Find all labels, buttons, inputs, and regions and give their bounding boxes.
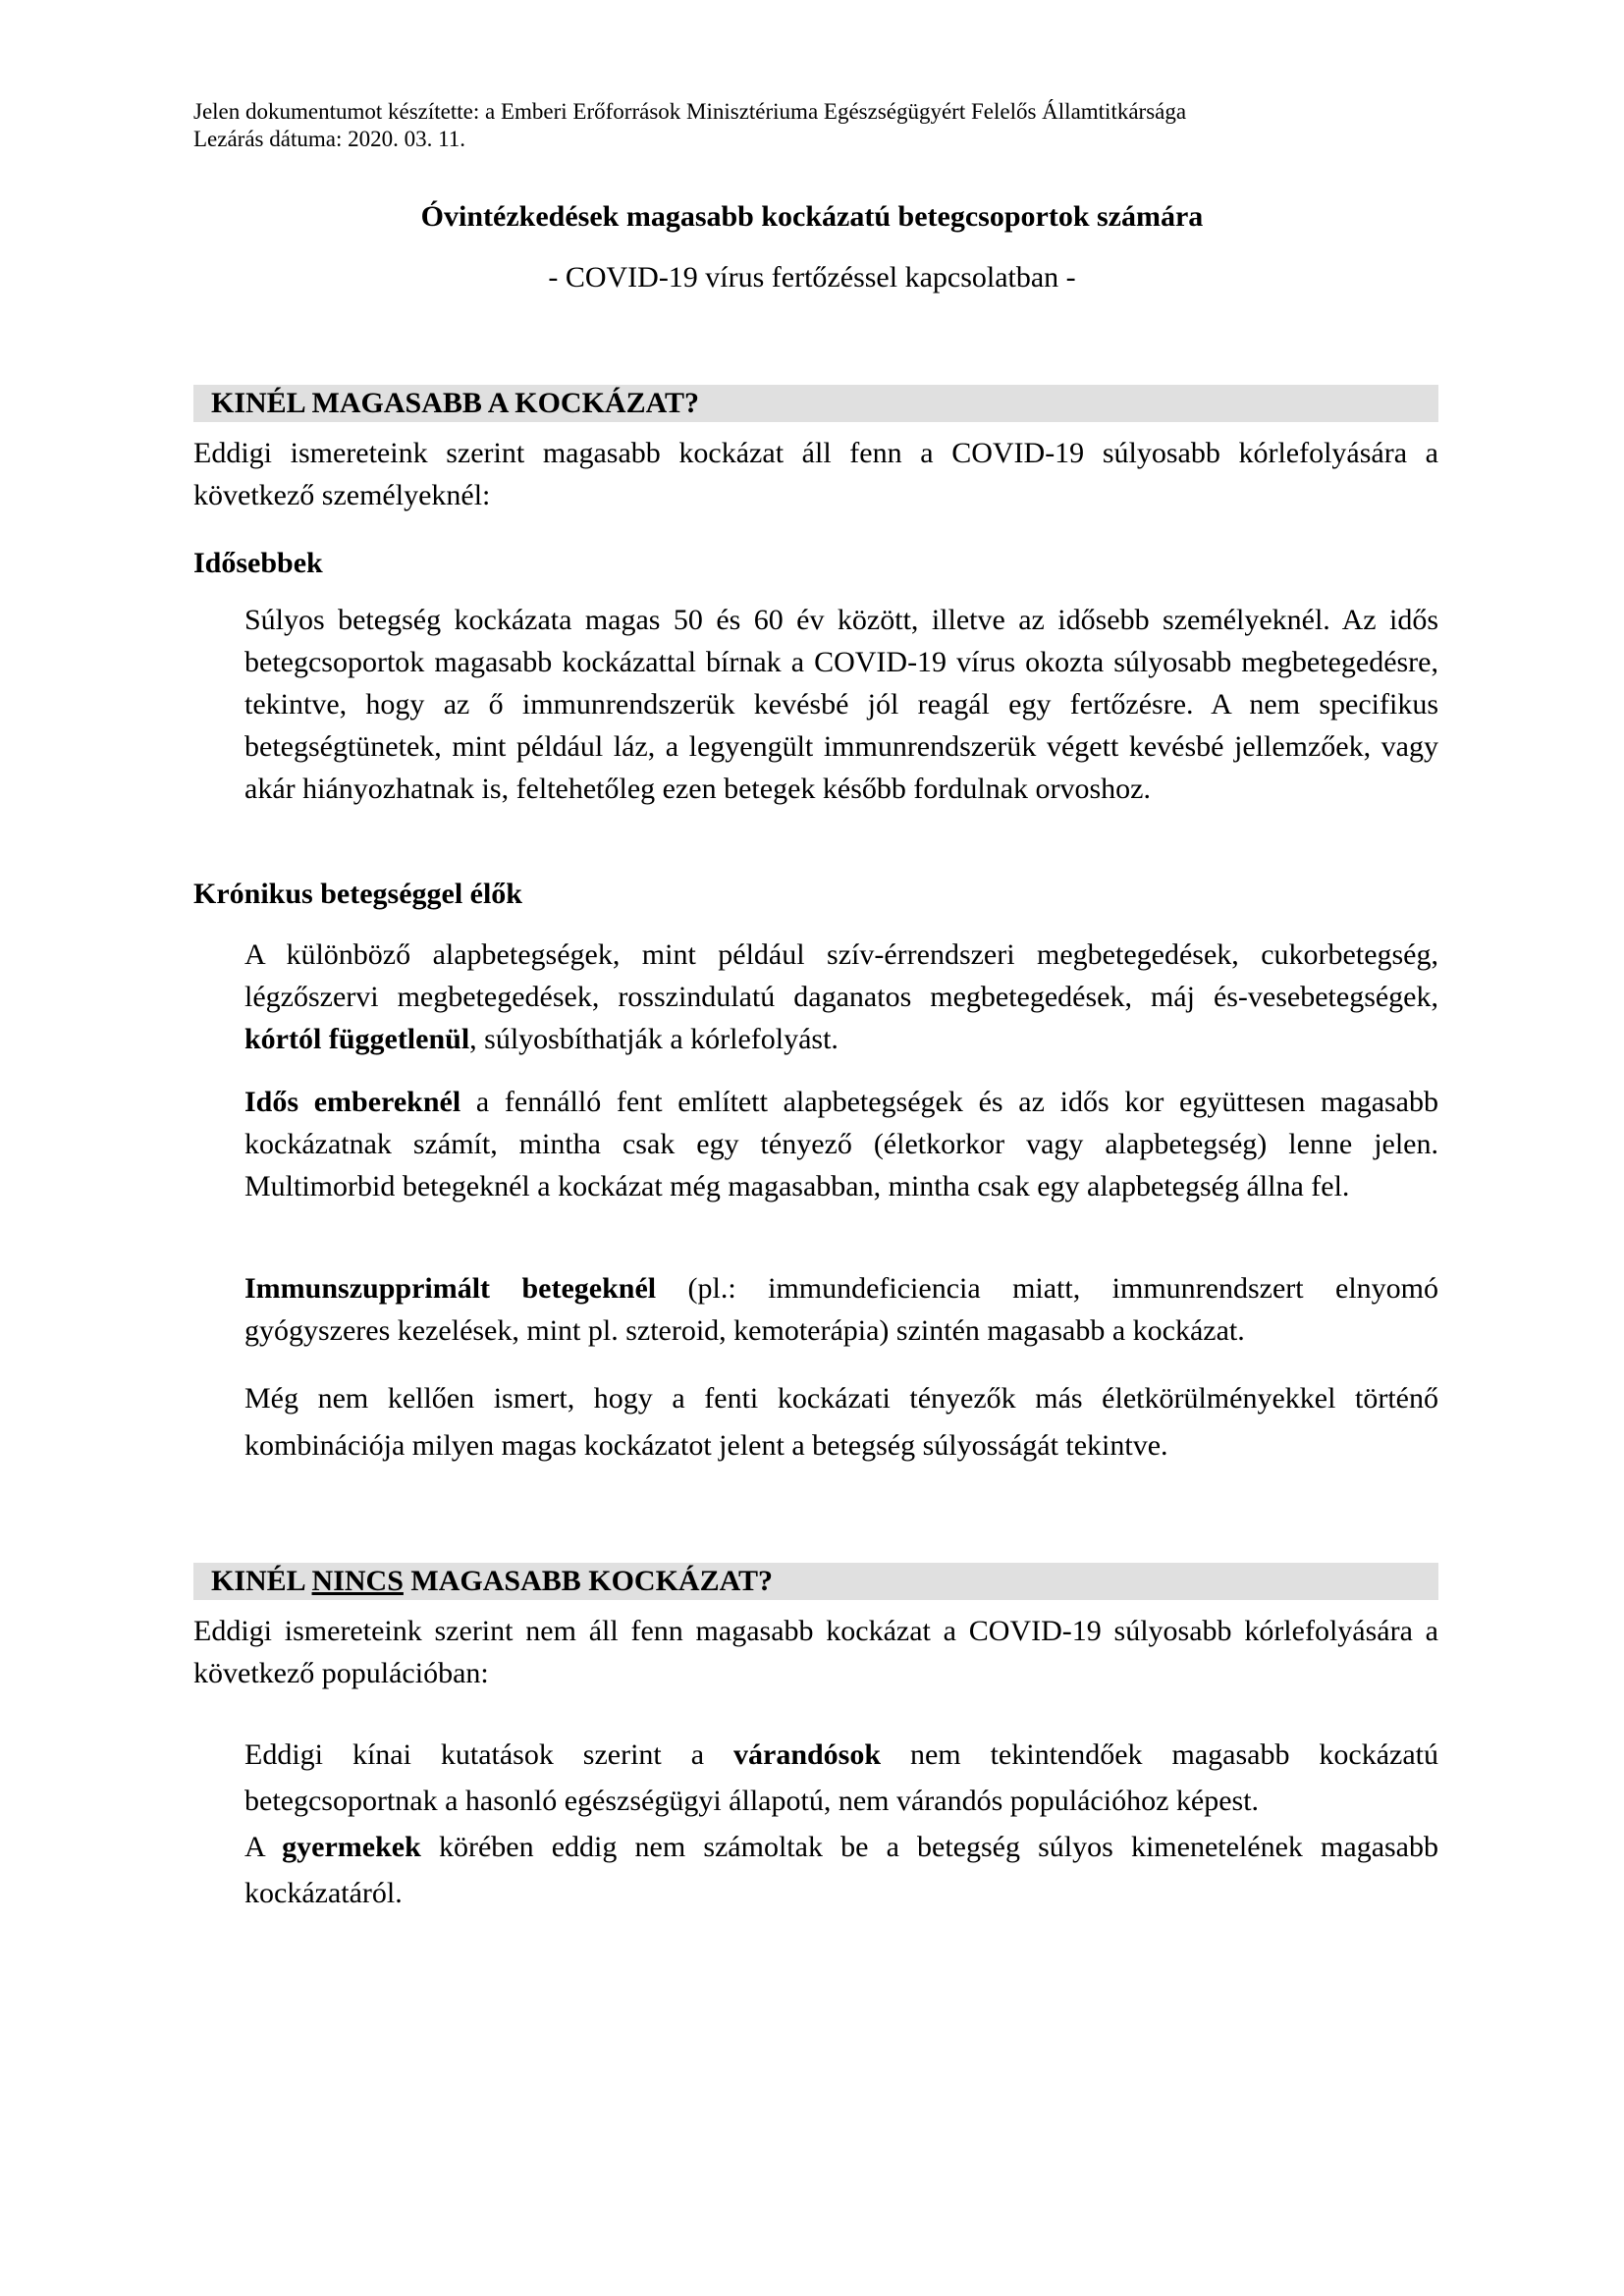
section-heading-higher-risk: KINÉL MAGASABB A KOCKÁZAT? [193, 385, 1438, 422]
pregnant-emphasis: várandósok [733, 1738, 882, 1771]
author-line: Jelen dokumentumot készítette: a Emberi Erőforrások Minisztériuma Egészségügyért Felelős Államtitkársága [193, 99, 1187, 124]
chronic-paragraph-1 [244, 934, 1438, 1060]
children-text: A [244, 1831, 283, 1863]
chronic-p1-text-end: , súlyosbíthatják a kórlefolyást. [469, 1023, 839, 1055]
section2-heading-end: MAGASABB KOCKÁZAT? [403, 1565, 774, 1597]
pregnant-text-end: nem tekintendőek magasabb kockázatú betegcsoportnak a hasonló egészségügyi állapotú, nem várandós populációhoz képest. [244, 1738, 1438, 1817]
elderly-paragraph: Súlyos betegség kockázata magas 50 és 60 év között, illetve az idősebb személyeknél. Az idős betegcsoportok magasabb kockázattal bírnak a COVID-19 vírus okozta súlyosabb megbetegedésre, tekintve, hogy az ő immunrendszerük kevésbé jól reagál egy fertőzésre. A nem specifikus betegségtünetek, mint például láz, a legyengült immunrendszerük végett kevésbé jellemzőek, vagy akár hiányozhatnak is, feltehetőleg ezen betegek később fordulnak orvoshoz. [244, 604, 1438, 805]
section2-heading-underlined: NINCS [311, 1565, 404, 1597]
chronic-p2-emphasis: Idős embereknél [244, 1086, 461, 1118]
chronic-p3-text: (pl.: immundeficiencia miatt, immunrendszert elnyomó gyógyszeres kezelések, mint pl. szteroid, kemoterápia) szintén magasabb a kockázat. [244, 1272, 1438, 1347]
subheading-chronic: Krónikus betegséggel élők [193, 878, 522, 910]
children-paragraph [244, 1824, 1438, 1916]
document-header [193, 98, 1470, 153]
section2-heading-start: KINÉL [211, 1565, 312, 1597]
children-text-end: körében eddig nem számoltak be a betegség súlyos kimenetelének magasabb kockázatáról. [244, 1831, 1438, 1909]
chronic-p1-text: A különböző alapbetegségek, mint például szív-érrendszeri megbetegedések, cukorbetegség, légzőszervi megbetegedések, rosszindulatú daganatos megbetegedések, máj és-vesebetegségek, [244, 938, 1438, 1013]
document-subtitle: - COVID-19 vírus fertőzéssel kapcsolatban - [548, 261, 1076, 294]
chronic-p1-emphasis: kórtól függetlenül [244, 1023, 470, 1055]
document-title: Óvintézkedések magasabb kockázatú betegcsoportok számára [420, 200, 1204, 233]
section2-intro: Eddigi ismereteink szerint nem áll fenn magasabb kockázat a COVID-19 súlyosabb kórlefolyására a következő populációban: [193, 1615, 1438, 1689]
section-heading-no-higher-risk [193, 1563, 1438, 1600]
date-line: Lezárás dátuma: 2020. 03. 11. [193, 127, 465, 151]
chronic-paragraph-3 [244, 1267, 1438, 1352]
chronic-paragraph-2 [244, 1081, 1438, 1207]
subheading-elderly: Idősebbek [193, 547, 323, 579]
chronic-paragraph-4: Még nem kellően ismert, hogy a fenti kockázati tényezők más életkörülményekkel történő kombinációja milyen magas kockázatot jelent a betegség súlyosságát tekintve. [244, 1382, 1438, 1462]
children-emphasis: gyermekek [282, 1831, 421, 1863]
chronic-p2-text: a fennálló fent említett alapbetegségek és az idős kor együttesen magasabb kockázatnak számít, mintha csak egy tényező (életkorkor vagy alapbetegség) lenne jelen. Multimorbid betegeknél a kockázat még magasabban, mintha csak egy alapbetegség állna fel. [244, 1086, 1438, 1202]
pregnant-text: Eddigi kínai kutatások szerint a [244, 1738, 733, 1771]
chronic-p3-emphasis: Immunszupprimált betegeknél [244, 1272, 657, 1305]
pregnant-paragraph [244, 1732, 1438, 1824]
section1-intro: Eddigi ismereteink szerint magasabb kockázat áll fenn a COVID-19 súlyosabb kórlefolyására a következő személyeknél: [193, 437, 1438, 511]
